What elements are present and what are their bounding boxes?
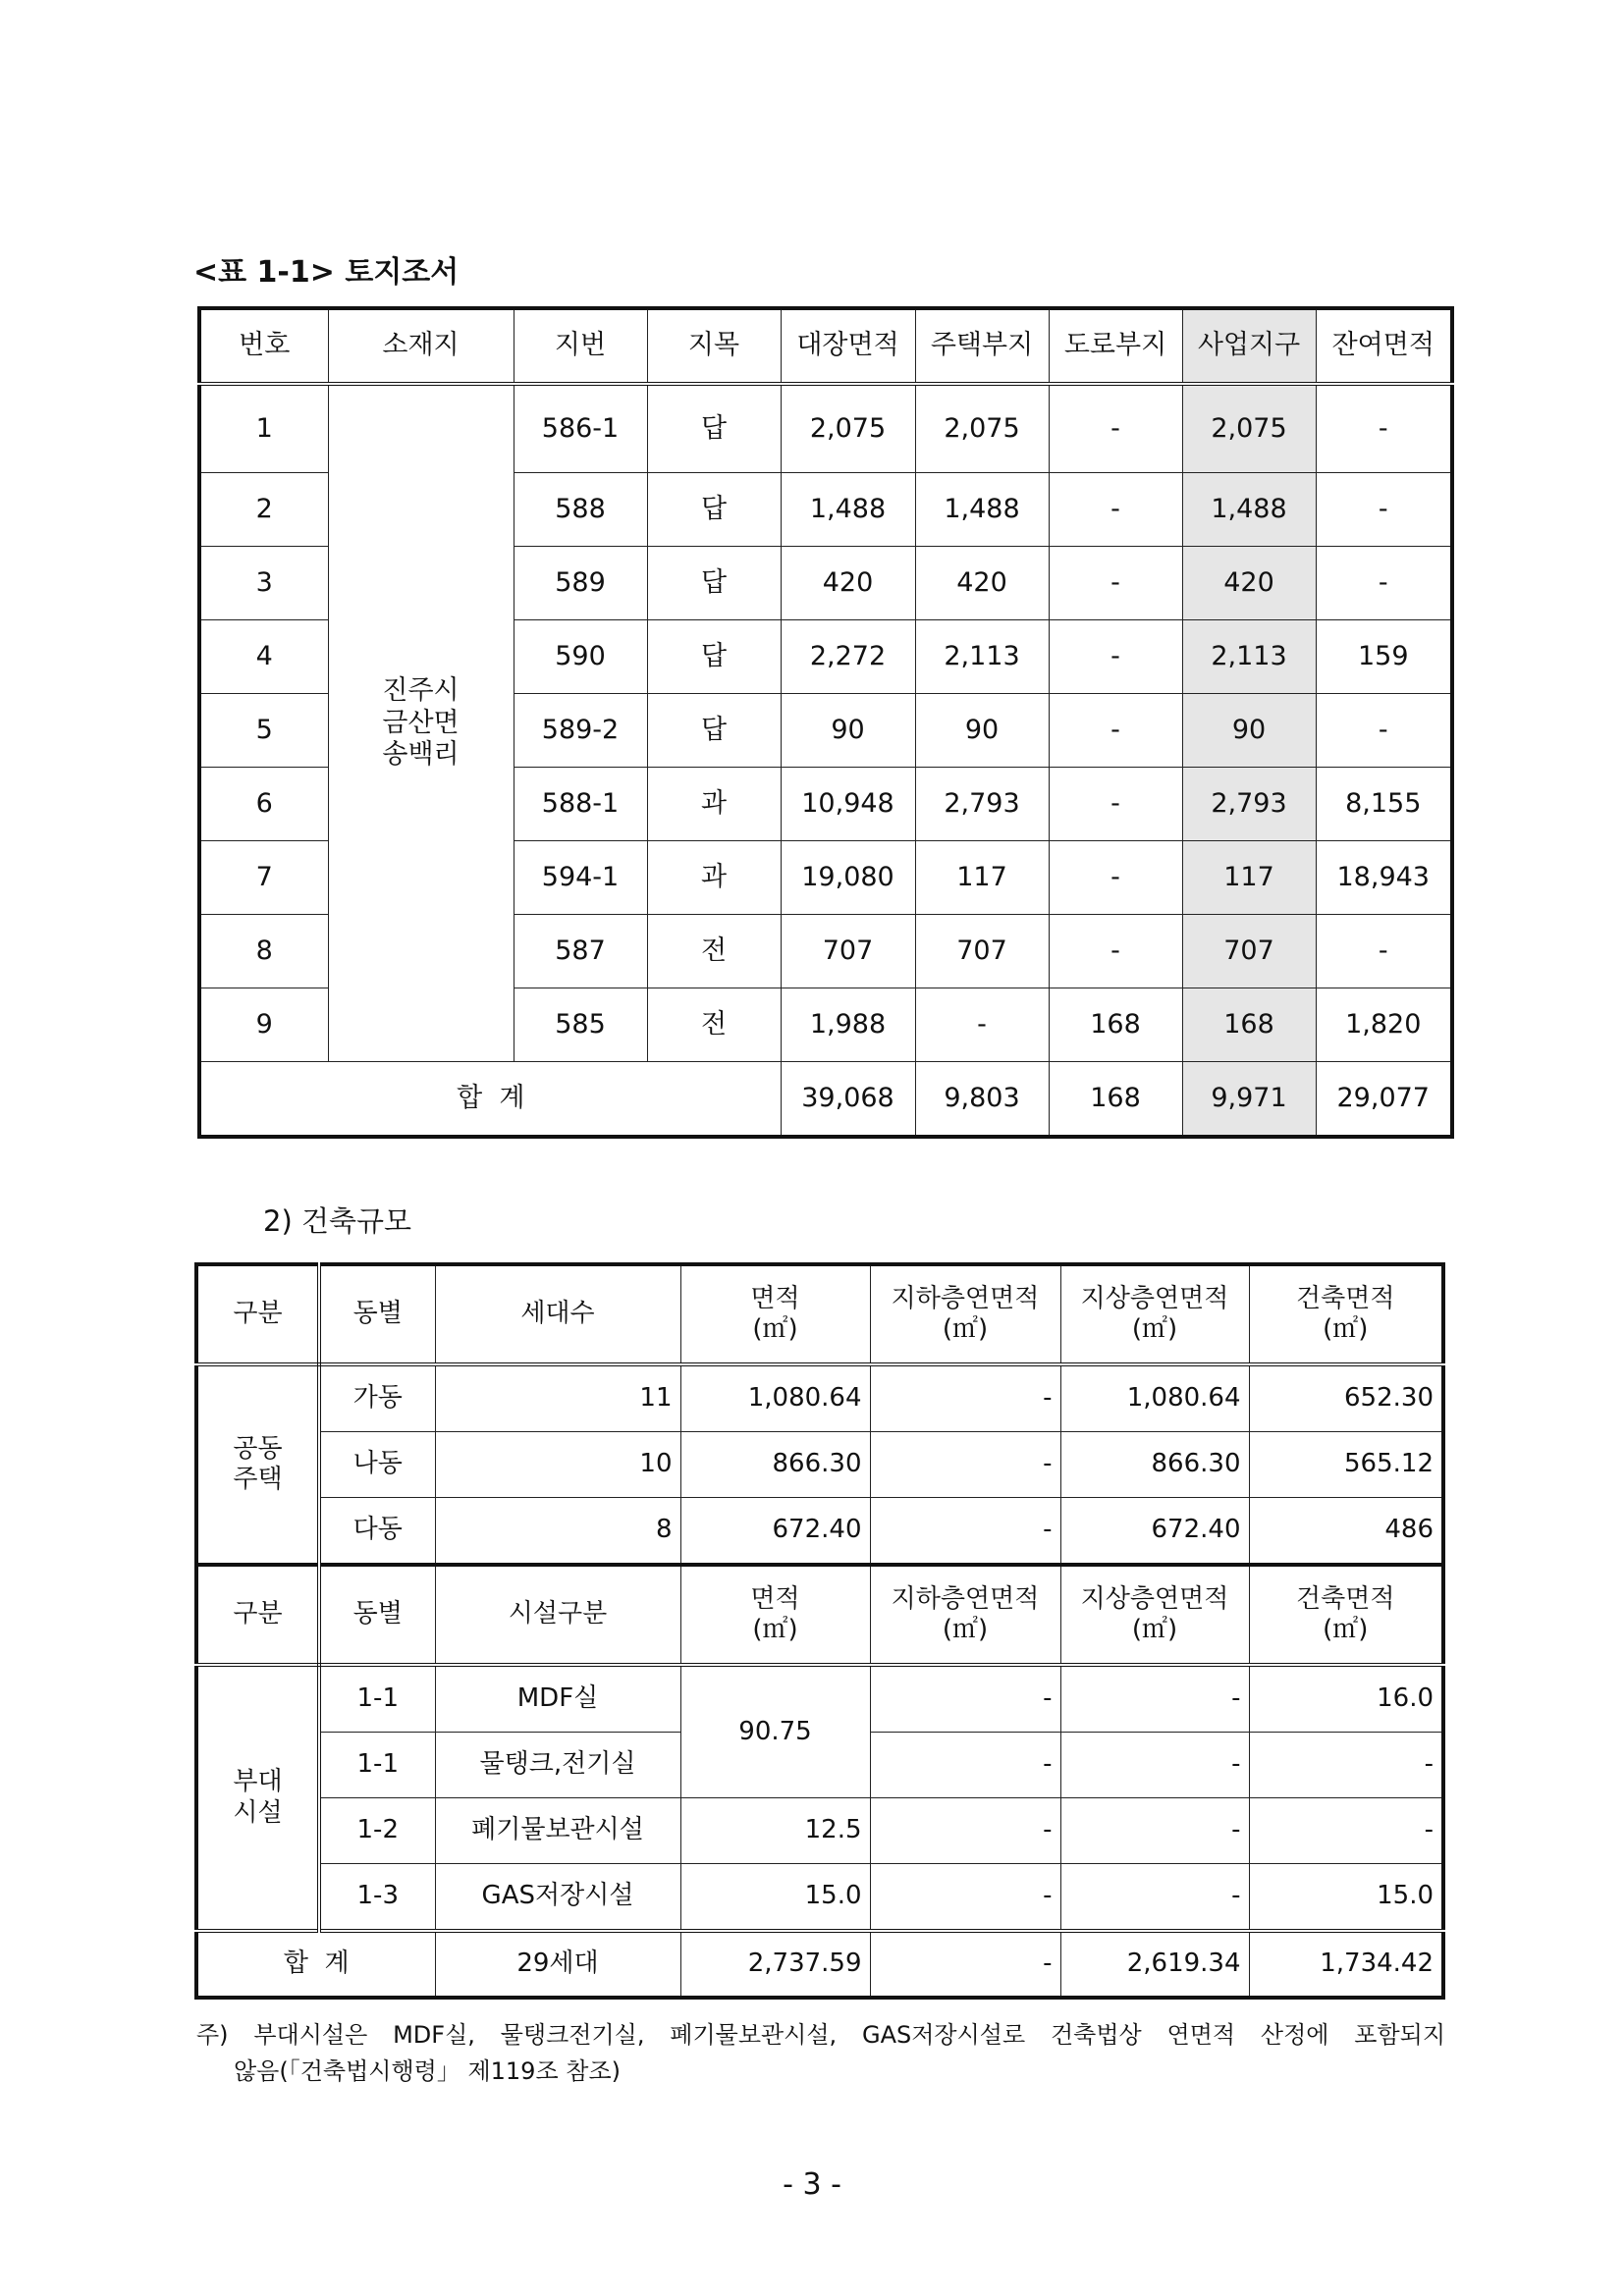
cell: 15.0: [1249, 1864, 1443, 1932]
header-cell: 번호: [199, 308, 328, 384]
cell: 117: [1182, 841, 1316, 915]
header-label: 건축면적: [1296, 1283, 1395, 1313]
unit-label: (㎡): [942, 1615, 989, 1644]
cell: 589-2: [514, 694, 647, 768]
header-cell: 대장면적: [781, 308, 915, 384]
cell: 2,113: [915, 620, 1049, 694]
table-row: [196, 1498, 1443, 1566]
cell: 420: [1182, 547, 1316, 620]
cell: 6: [199, 768, 328, 841]
table2-subheader-row: [196, 1565, 1443, 1665]
cell: -: [1049, 620, 1182, 694]
location-line: 금산면: [382, 707, 460, 738]
cell: 29,077: [1316, 1062, 1452, 1138]
cell: 2,075: [781, 384, 915, 473]
cell: 90: [781, 694, 915, 768]
building-scale-table: [194, 1262, 1445, 2000]
cell: -: [1049, 694, 1182, 768]
cell: 18,943: [1316, 841, 1452, 915]
table-row: [196, 1364, 1443, 1432]
unit-label: (㎡): [752, 1615, 798, 1644]
cell: -: [1049, 547, 1182, 620]
cell: 10,948: [781, 768, 915, 841]
header-label: 지하층연면적: [891, 1283, 1040, 1313]
cell: 과: [647, 768, 781, 841]
header-cell: 사업지구: [1182, 308, 1316, 384]
cell: 420: [781, 547, 915, 620]
cell: 117: [915, 841, 1049, 915]
cell: -: [1049, 384, 1182, 473]
header-cell: [1249, 1264, 1443, 1364]
cell: -: [1060, 1798, 1249, 1864]
cell: 866.30: [1060, 1432, 1249, 1498]
cell: -: [870, 1864, 1060, 1932]
cell: 8,155: [1316, 768, 1452, 841]
cell: 2,272: [781, 620, 915, 694]
table-row: [199, 384, 1452, 473]
unit-label: (㎡): [752, 1314, 798, 1344]
cell: 15.0: [680, 1864, 870, 1932]
header-cell: 동별: [319, 1264, 435, 1364]
cell: 2,113: [1182, 620, 1316, 694]
cell: 가동: [319, 1364, 435, 1432]
group-line: 부대: [233, 1767, 283, 1797]
header-cell: 도로부지: [1049, 308, 1182, 384]
header-cell: 동별: [319, 1565, 435, 1665]
cell: 1,488: [1182, 473, 1316, 547]
cell: -: [1316, 915, 1452, 988]
cell: 2,619.34: [1060, 1931, 1249, 1998]
header-label: 지상층연면적: [1080, 1283, 1229, 1313]
cell: 물탱크,전기실: [435, 1733, 680, 1798]
group-line: 시설: [233, 1797, 283, 1828]
footnote-line: 주) 부대시설은 MDF실, 물탱크전기실, 폐기물보관시설, GAS저장시설로 건축법상 연면적 산정에 포함되지: [196, 2021, 1445, 2049]
unit-label: (㎡): [942, 1314, 989, 1344]
cell: 1-3: [319, 1864, 435, 1932]
land-survey-table: [197, 306, 1454, 1139]
footnote-line: 않음(「건축법시행령」 제119조 참조): [234, 2057, 621, 2085]
header-cell: 시설구분: [435, 1565, 680, 1665]
cell: 652.30: [1249, 1364, 1443, 1432]
header-cell: 소재지: [328, 308, 514, 384]
header-cell: [1060, 1264, 1249, 1364]
location-cell: [328, 384, 514, 1062]
cell: -: [870, 1432, 1060, 1498]
cell: 1-1: [319, 1733, 435, 1798]
cell: -: [870, 1498, 1060, 1566]
cell: -: [870, 1733, 1060, 1798]
cell: 16.0: [1249, 1665, 1443, 1733]
header-cell: 세대수: [435, 1264, 680, 1364]
location-line: 송백리: [382, 739, 460, 771]
cell: 7: [199, 841, 328, 915]
header-label: 지하층연면적: [891, 1583, 1040, 1614]
cell: 폐기물보관시설: [435, 1798, 680, 1864]
cell: -: [1249, 1798, 1443, 1864]
cell: 672.40: [1060, 1498, 1249, 1566]
cell: -: [870, 1665, 1060, 1733]
cell: 2: [199, 473, 328, 547]
cell: -: [1060, 1665, 1249, 1733]
cell: -: [1060, 1733, 1249, 1798]
cell: 1,488: [915, 473, 1049, 547]
merged-area-cell: 90.75: [680, 1665, 870, 1798]
cell: 420: [915, 547, 1049, 620]
cell: 2,075: [915, 384, 1049, 473]
cell: 3: [199, 547, 328, 620]
unit-label: (㎡): [1131, 1615, 1178, 1644]
cell: 답: [647, 547, 781, 620]
header-label: 면적: [750, 1583, 800, 1614]
cell: 1-1: [319, 1665, 435, 1733]
cell: 1,820: [1316, 988, 1452, 1062]
cell: 586-1: [514, 384, 647, 473]
cell: -: [1316, 547, 1452, 620]
cell: 12.5: [680, 1798, 870, 1864]
cell: 10: [435, 1432, 680, 1498]
cell: -: [1316, 694, 1452, 768]
cell: 672.40: [680, 1498, 870, 1566]
cell: 1,988: [781, 988, 915, 1062]
cell: -: [870, 1364, 1060, 1432]
cell: -: [1049, 841, 1182, 915]
cell: 594-1: [514, 841, 647, 915]
cell: 9,803: [915, 1062, 1049, 1138]
page-number: - 3 -: [783, 2167, 841, 2202]
cell: -: [1249, 1733, 1443, 1798]
cell: 2,075: [1182, 384, 1316, 473]
header-cell: [870, 1264, 1060, 1364]
cell: 168: [1049, 1062, 1182, 1138]
table1-header-row: [199, 308, 1452, 384]
group-line: 주택: [233, 1465, 283, 1494]
cell: 1,080.64: [1060, 1364, 1249, 1432]
cell: 588: [514, 473, 647, 547]
cell: 2,793: [1182, 768, 1316, 841]
cell: 587: [514, 915, 647, 988]
cell: 866.30: [680, 1432, 870, 1498]
cell: 707: [781, 915, 915, 988]
group-line: 공동: [233, 1433, 283, 1464]
cell: -: [870, 1798, 1060, 1864]
header-cell: [680, 1565, 870, 1665]
header-cell: 지목: [647, 308, 781, 384]
table1-title: <표 1-1> 토지조서: [193, 255, 460, 290]
header-cell: 지번: [514, 308, 647, 384]
cell: GAS저장시설: [435, 1864, 680, 1932]
cell: 5: [199, 694, 328, 768]
header-cell: 주택부지: [915, 308, 1049, 384]
cell: 11: [435, 1364, 680, 1432]
group-cell: [196, 1364, 319, 1565]
header-cell: [870, 1565, 1060, 1665]
footnote: [196, 2017, 1445, 2090]
unit-label: (㎡): [1323, 1615, 1369, 1644]
header-cell: [1060, 1565, 1249, 1665]
cell: 답: [647, 473, 781, 547]
cell: 168: [1049, 988, 1182, 1062]
table-row: [196, 1864, 1443, 1932]
table-row: [196, 1798, 1443, 1864]
table2-title: 2) 건축규모: [263, 1204, 412, 1238]
cell: MDF실: [435, 1665, 680, 1733]
cell: -: [1049, 768, 1182, 841]
cell: 707: [1182, 915, 1316, 988]
cell: 9: [199, 988, 328, 1062]
cell: 19,080: [781, 841, 915, 915]
cell: 588-1: [514, 768, 647, 841]
header-cell: 구분: [196, 1565, 319, 1665]
cell: 707: [915, 915, 1049, 988]
cell: 9,971: [1182, 1062, 1316, 1138]
cell: 전: [647, 988, 781, 1062]
cell: 168: [1182, 988, 1316, 1062]
header-cell: [680, 1264, 870, 1364]
cell: 486: [1249, 1498, 1443, 1566]
cell: 전: [647, 915, 781, 988]
cell: 1-2: [319, 1798, 435, 1864]
cell: 1: [199, 384, 328, 473]
cell: -: [1049, 473, 1182, 547]
cell: 90: [1182, 694, 1316, 768]
table-row: [196, 1665, 1443, 1733]
cell: 8: [199, 915, 328, 988]
unit-label: (㎡): [1131, 1314, 1178, 1344]
cell: 590: [514, 620, 647, 694]
cell: -: [915, 988, 1049, 1062]
header-cell: 구분: [196, 1264, 319, 1364]
cell: -: [1316, 384, 1452, 473]
cell: 2,737.59: [680, 1931, 870, 1998]
table-row: [196, 1432, 1443, 1498]
cell: -: [1049, 915, 1182, 988]
total-label: 합 계: [196, 1931, 435, 1998]
group-cell: [196, 1665, 319, 1931]
cell: -: [870, 1931, 1060, 1998]
cell: 565.12: [1249, 1432, 1443, 1498]
header-label: 건축면적: [1296, 1583, 1395, 1614]
cell: 39,068: [781, 1062, 915, 1138]
table2-header-row: [196, 1264, 1443, 1364]
cell: 1,488: [781, 473, 915, 547]
cell: 29세대: [435, 1931, 680, 1998]
cell: 90: [915, 694, 1049, 768]
unit-label: (㎡): [1323, 1314, 1369, 1344]
cell: 8: [435, 1498, 680, 1566]
cell: -: [1060, 1864, 1249, 1932]
cell: 1,734.42: [1249, 1931, 1443, 1998]
cell: 다동: [319, 1498, 435, 1566]
header-label: 면적: [750, 1283, 800, 1313]
cell: 159: [1316, 620, 1452, 694]
cell: 4: [199, 620, 328, 694]
cell: 답: [647, 384, 781, 473]
cell: 답: [647, 620, 781, 694]
cell: 답: [647, 694, 781, 768]
cell: 589: [514, 547, 647, 620]
cell: 과: [647, 841, 781, 915]
header-cell: 잔여면적: [1316, 308, 1452, 384]
header-label: 지상층연면적: [1080, 1583, 1229, 1614]
cell: 2,793: [915, 768, 1049, 841]
location-line: 진주시: [382, 675, 460, 707]
table2-total-row: [196, 1931, 1443, 1998]
header-cell: [1249, 1565, 1443, 1665]
cell: 나동: [319, 1432, 435, 1498]
total-label: 합 계: [199, 1062, 781, 1138]
cell: 1,080.64: [680, 1364, 870, 1432]
cell: 585: [514, 988, 647, 1062]
table1-total-row: [199, 1062, 1452, 1138]
cell: -: [1316, 473, 1452, 547]
